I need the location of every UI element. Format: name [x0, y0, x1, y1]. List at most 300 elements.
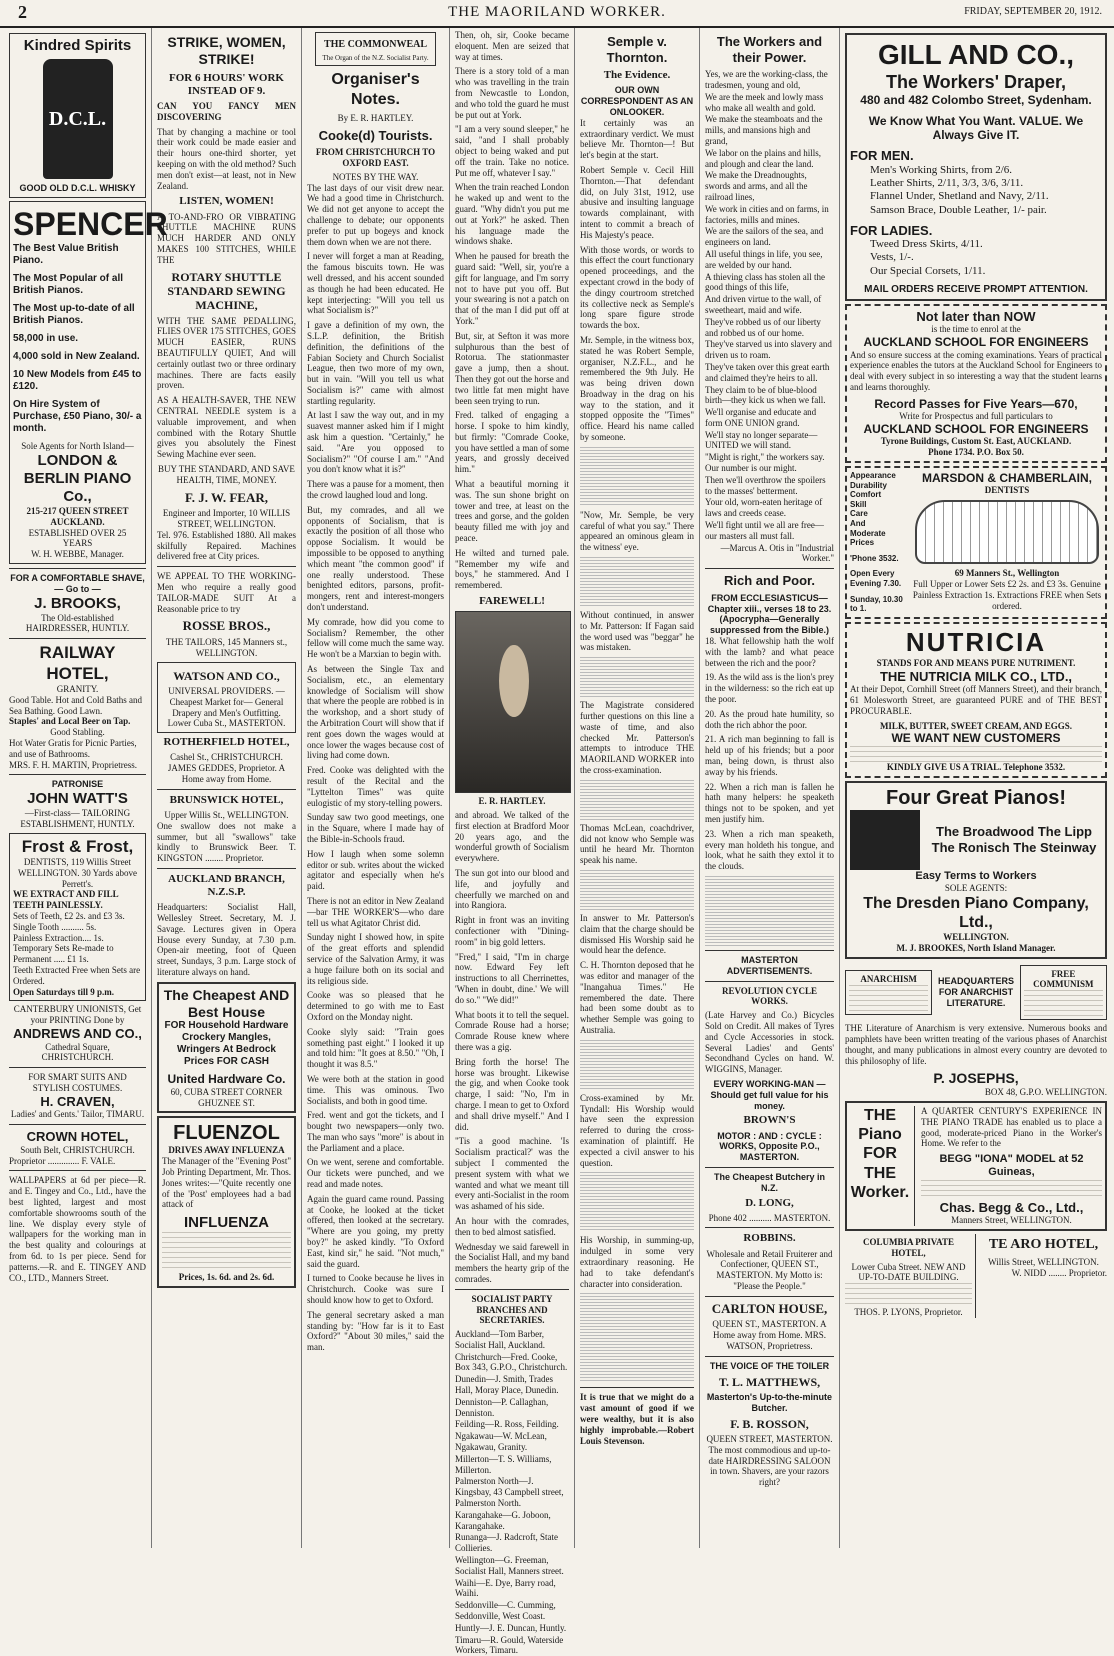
semple-subtitle: The Evidence. [603, 69, 671, 82]
crown-title: CROWN HOTEL, [26, 1129, 129, 1145]
brunswick-sub: Upper Willis St., WELLINGTON. [164, 809, 289, 820]
poem-line: We are the meek and lowly mass who make all wealth and gold. [705, 91, 824, 113]
ase-title-2: AUCKLAND SCHOOL FOR ENGINEERS [863, 422, 1089, 437]
article-para: "I am a very sound sleeper," he said, "and I shall probably object to being waked and put off the train. Take no notice. Put me off, whatever I say." [455, 124, 569, 178]
article-para: What boots it to tell the sequel. Comrade Rouse had a horse; Comrade Rouse knew where there was a gig. [455, 1009, 569, 1052]
watts-title: JOHN WATT'S [27, 790, 128, 808]
article-para: Bring forth the horse! The horse was brought. Likewise the gig, and when Cooke took charge, I said: "No, I'm in charge. I mean to get to Oxford and shall drive myself." And I did. [455, 1056, 569, 1132]
dcl-ad [9, 33, 146, 198]
nutricia-body: At their Depot, Cornhill Street (off Manners Street), and their branch, 61 Molesworth Street, are guaranteed PURE and of THE BEST PROCURABLE. [850, 684, 1102, 716]
article-para: There is not an editor in New Zealand—bar THE WORKER'S—who dare tell us what Agitator Christ did. [307, 895, 444, 928]
poem-line: They claim to be of blue-blood birth—they kick us when we fall. [705, 384, 826, 406]
shave-ad: FOR A COMFORTABLE SHAVE, — Go to — [10, 572, 145, 594]
brunswick-title: BRUNSWICK HOTEL, [169, 793, 284, 806]
article-para: But, my comrades, and all we opponents of Socialism, that is exactly the position of all those who oppose Socialism. It would be impossible to be opposed to anything which meant "the common good" if one really understood. These benighted editors, parsons, profit-mongers, rent and interest-mongers don't understand. [307, 504, 444, 613]
canterbury-line: CANTERBURY UNIONISTS, Get your PRINTING Done by [13, 1004, 142, 1026]
marsden-sub: DENTISTS [984, 485, 1030, 496]
united-sub: 60, CUBA STREET CORNER GHUZNEE ST. [170, 1086, 283, 1108]
issue-date: FRIDAY, SEPTEMBER 20, 1912. [964, 6, 1102, 17]
article-para: When the train reached London he waked up and went to the guard. "Why didn't you put me out at York?" he asked. Then his language made the windows shake. [455, 182, 569, 247]
appeal-body: WE APPEAL TO THE WORKING-Men who require a really good TAILOR-MADE SUIT At a Reasonable price to try [157, 571, 296, 614]
branch-item: Christchurch—Fred. Cooke, Box 343, G.P.O., Christchurch. [455, 1351, 568, 1373]
article-para: His Worship, in summing-up, indulged in some very extraordinary reasoning. He had to take defendant's character into consideration. [580, 1235, 694, 1289]
fear-title: F. J. W. FEAR, [185, 489, 268, 505]
article-para: Cooke was so pleased that he determined to go with me to East Oxford on the Monday night. [307, 990, 444, 1022]
semple-title: Semple v. Thornton. [606, 34, 668, 65]
brooks-title: J. BROOKS, [34, 594, 121, 612]
ase-addr: Tyrone Buildings, Custom St. East, AUCKLAND. [880, 436, 1072, 447]
lb-est: ESTABLISHED OVER 25 YEARS [28, 527, 127, 549]
gill-sub: The Workers' Draper, [885, 71, 1067, 92]
rotary-title: ROTARY SHUTTLE STANDARD SEWING MACHINE, [167, 269, 286, 313]
poem-line: We make the steamboats and the mills, and mansions high and grand, [705, 114, 823, 146]
article-para: and abroad. We talked of the first election at Bradford Moor 20 years ago, and the wonderful growth of Socialism everywhere. [455, 810, 569, 864]
four-agents: SOLE AGENTS: [944, 882, 1008, 893]
cheapest-title: The Cheapest AND Best House [163, 986, 290, 1020]
anarchism-title: ANARCHISM [860, 974, 917, 985]
commonweal-sub: The Organ of the N.Z. Socialist Party. [322, 54, 429, 62]
rich-verse: 23. When a rich man speaketh, every man holdeth his tongue, and look, what he saith they extol it to the clouds. [705, 828, 834, 872]
rich-verse: 22. When a rich man is fallen he hath many helpers: he speaketh things not to be spoken, and yet men justify him. [705, 781, 834, 824]
railway-line: Staples' and Local Beer on Tap. [9, 716, 131, 727]
railway-line: Good Table. Hot and Cold Baths and Sea Bathing. Good Lawn. [9, 694, 142, 716]
kindred-title: Kindred Spirits [23, 37, 132, 54]
toiler-title: THE VOICE OF THE TOILER [709, 1360, 830, 1371]
railway-title: RAILWAY HOTEL, [39, 643, 116, 683]
article-title: Organiser's Notes. [331, 71, 420, 108]
railway-line: Hot Water Gratis for Picnic Parties, and use of Bathrooms. [9, 737, 137, 759]
newspaper-title: THE MAORILAND WORKER. [448, 4, 666, 20]
marsden-quality: Comfort [850, 490, 882, 500]
article-para: Then, oh, sir, Cooke became eloquent. Men are seized that way at times. [455, 30, 569, 62]
robbins-title: ROBBINS. [743, 1232, 796, 1245]
branch-item: Denniston—P. Callaghan, Denniston. [455, 1396, 549, 1418]
long-sub: Phone 402 .......... MASTERTON. [708, 1212, 831, 1223]
listen-title: LISTEN, WOMEN! [179, 195, 274, 208]
farewell-title: FAREWELL! [479, 595, 545, 608]
nutricia-trial: KINDLY GIVE US A TRIAL. Telephone 3532. [886, 761, 1066, 772]
marsden-quality: Skill [850, 499, 867, 509]
article-para: Cooke slyly said: "Train goes something past eight." I looked it up and told him: "It goes at 8.50." "Oh, I thought it was 8.5." [307, 1026, 444, 1070]
poem-line: And driven virtue to the wall, of sweetheart, maid and wife. [705, 294, 822, 315]
article-para: On we went, serene and comfortable. Our tickets were punched, and we read and made notes. [307, 1157, 444, 1190]
article-para: There was a pause for a moment, then the crowd laughed loud and long. [307, 479, 444, 501]
article-para: C. H. Thornton deposed that he was editor and manager of the "Inangahua Times." He remembered the date. There had been some doubt as to whether Semple was going to Australia. [580, 960, 694, 1035]
for-men: FOR MEN. [850, 148, 914, 164]
strike-body: CAN YOU FANCY MEN DISCOVERING [157, 100, 296, 122]
craven-intro: FOR SMART SUITS AND STYLISH COSTUMES. [28, 1072, 127, 1094]
article-para: An hour with the comrades, then to bed almost satisfied. [455, 1215, 569, 1237]
column-4 [450, 28, 575, 1656]
dresden-mgr: M. J. BROOKES, North Island Manager. [896, 942, 1056, 953]
andrews-sub: Cathedral Square, CHRISTCHURCH. [41, 1041, 114, 1063]
anarchism-row [845, 962, 1107, 1024]
strike-body: That by changing a machine or tool their work could be made easier and their hours one-third shorter, yet keeping on with the old method? Such men don't exist—at least, not in New Zealand. [157, 126, 296, 191]
rosse-title: ROSSE BROS., [182, 618, 271, 634]
ladies-item: Our Special Corsets, 1/11. [870, 264, 986, 277]
for-ladies: FOR LADIES. [850, 222, 933, 238]
pianos-ad [845, 781, 1107, 959]
anarch-body: THE Literature of Anarchism is very extensive. Numerous books and pamphlets have been written treating of the various phases of Anarchist thought, and many publications in almost every country are devoted to this philosophy of life. [845, 1023, 1107, 1066]
cheapest-ad [157, 982, 296, 1114]
frost-line: WE EXTRACT AND FILL TEETH PAINLESSLY. [13, 889, 119, 911]
gill-mail: MAIL ORDERS RECEIVE PROMPT ATTENTION. [864, 283, 1088, 295]
poem-line: They've taken over this great earth and claimed they're heirs to all. [705, 361, 830, 383]
strike-sub: FOR 6 HOURS' WORK INSTEAD OF 9. [168, 71, 284, 97]
gill-ad [845, 33, 1107, 301]
semple-sub2: OUR OWN CORRESPONDENT AS AN ONLOOKER. [580, 85, 694, 117]
article-para: "Now, Mr. Semple, be very careful of what you say." There appeared an ominous gleam in the witness' eye. [580, 509, 694, 553]
article-para: The sun got into our blood and life, and joyfully and cheerfully we marched on and into Rangiora. [455, 868, 569, 911]
article-para: There is a story told of a man who was travelling in the train from Newcastle to London, and who told the guard he must be put out at York. [455, 66, 569, 120]
branch-item: Auckland—Tom Barber, Socialist Hall, Auckland. [455, 1329, 545, 1350]
rich-verse: 18. What fellowship hath the wolf with the lamb? and what peace between the rich and the poor? [705, 636, 834, 668]
railway-line: MRS. F. H. MARTIN, Proprietress. [9, 759, 137, 770]
frost-line: Open Saturdays till 9 p.m. [13, 986, 115, 997]
article-para: Thomas McLean, coachdriver, did not know who Semple was until he heard Mr. Thornton speak his name. [580, 822, 694, 866]
men-item: Leather Shirts, 2/11, 3/3, 3/6, 3/11. [870, 177, 1024, 190]
ase-body: And so ensure success at the coming examinations. Years of practical experience enables the tutors at the Auckland School for Engineers to deal with every subject in so interesting a way that the student learns and learns thoroughly. [850, 349, 1102, 393]
cheapest-sub: FOR Household Hardware Crockery Mangles, Wringers At Bedrock Prices FOR CASH [164, 1020, 289, 1068]
column-1 [4, 28, 168, 1548]
fluenzol-drives: DRIVES AWAY INFLUENZA [168, 1145, 285, 1156]
article-para: Mr. Semple, in the witness box, stated he was Robert Semple, organiser, N.Z.F.L., and he remembered the 9th July. He was being driven down Broadway in the drag on his way to the station, and it stopped opposite the "Times" office. Heard his name called by someone. [580, 334, 694, 443]
not-later-sub: is the time to enrol at the [931, 324, 1021, 335]
headquarters-label: HEADQUARTERS FOR ANARCHIST LITERATURE. [937, 976, 1014, 1008]
poem-line: We are the sailors of the sea, and engineers on land. [705, 226, 824, 248]
marsden-quality: Moderate [850, 528, 886, 538]
article-subtitle: Cooke(d) Tourists. [318, 127, 433, 143]
dresden-title: The Dresden Piano Company, Ltd., [863, 894, 1089, 931]
column-6 [700, 28, 840, 1548]
men-item: Men's Working Shirts, from 2/6. [870, 163, 1013, 176]
marsden-sunday: Sunday, 10.30 to 1. [850, 594, 903, 614]
rich-verse: 20. As the proud hate humility, so doth the rich abhor the poor. [705, 708, 834, 730]
frost-line: Temporary Sets Re-made to Permanent ..... £1 1s. [13, 943, 114, 965]
column-2 [152, 28, 302, 1548]
marsden-quality: And [850, 518, 866, 528]
browns-sub: MOTOR : AND : CYCLE : WORKS, Opposite P.O., MASTERTON. [717, 1130, 822, 1163]
spencer-line: The Most Popular of all British Pianos. [13, 273, 124, 297]
watson-ad [157, 662, 296, 734]
poem-line: We work in cities and on farms, in factories, mills and mines. [705, 203, 829, 225]
ladies-item: Tweed Dress Skirts, 4/11. [870, 238, 983, 251]
article-para: The general secretary asked a man standing by: "How far is it to East Oxford?" "About 30 miles," said the man. [307, 1309, 444, 1353]
article-para: In answer to Mr. Patterson's claim that the charge should be dismissed His Worship said he would hear the defence. [580, 913, 694, 956]
carlton-sub: QUEEN ST., MASTERTON. A Home away from Home. MRS. WATSON, Proprietress. [712, 1319, 827, 1352]
nutricia-milk: MILK, BUTTER, SWEET CREAM, AND EGGS. [879, 720, 1073, 731]
not-later: Not later than NOW [916, 308, 1036, 324]
four-easy: Easy Terms to Workers [915, 869, 1037, 882]
lb-manager: W. H. WEBBE, Manager. [31, 549, 124, 560]
rosson-title: F. B. ROSSON, [730, 1416, 809, 1431]
article-para: Right in front was an inviting confectioner with "Dining-room" in big gold letters. [455, 915, 569, 947]
branches-title: SOCIALIST PARTY BRANCHES AND SECRETARIES. [471, 1293, 553, 1326]
te-aro-prop: W. NIDD ........ Proprietor. [1011, 1267, 1107, 1278]
matthews-sub: Masterton's Up-to-the-minute Butcher. [706, 1392, 833, 1413]
spencer-line: On Hire System of Purchase, £50 Piano, 30/- a month. [13, 399, 142, 435]
poem-line: We'll stay no longer separate—UNITED we will stand. [705, 429, 818, 451]
josephs-box: BOX 48, G.P.O. WELLINGTON. [984, 1087, 1107, 1098]
article-para: Sunday saw two good meetings, one in the Square, where I made hay of the Bible-in-Schools fraud. [307, 812, 444, 844]
nutricia-want: WE WANT NEW CUSTOMERS [891, 731, 1061, 746]
stevenson-quote: It is true that we might do a vast amount of good if we were wealthy, but it is also highly improbable.—Robert Louis Stevenson. [580, 1392, 694, 1446]
watson-sub: UNIVERSAL PROVIDERS. —Cheapest Market for— General Drapery and Men's Outfitting. Lower Cuba St., MASTERTON. [167, 685, 286, 729]
auckland-title: AUCKLAND BRANCH, N.Z.S.P. [168, 872, 285, 899]
buy-line: BUY THE STANDARD, AND SAVE HEALTH, TIME, MONEY. [158, 464, 295, 485]
article-byline: By E. R. HARTLEY. [337, 112, 414, 123]
gill-addr: 480 and 482 Colombo Street, Sydenham. [860, 93, 1092, 108]
article-para: We were both at the station in good time. This was ominous. Two Socialists, and both in good time. [307, 1073, 444, 1106]
frost-line: Teeth Extracted Free when Sets are Ordered. [13, 965, 141, 986]
article-para: How I laugh when some solemn editor or sub. writes about the wicked agitator and especially when he's paid. [307, 848, 444, 892]
article-para: The Magistrate considered further questions on this line a waste of time, and also checked Mr. Patterson's attempts to introduce THE MAORILAND WORKER into the cross-examination. [580, 700, 694, 776]
branch-item: Feilding—R. Ross, Feilding. [455, 1419, 559, 1430]
marsden-price: Full Upper or Lower Sets £2 2s. and £3 3s. Genuine Painless Extraction 1s. Extractions FREE when Sets ordered. [912, 578, 1102, 611]
strike-title: STRIKE, WOMEN, STRIKE! [167, 34, 286, 67]
poem-line: We make the Dreadnoughts, swords and arms, and all the railroad lines, [705, 170, 808, 202]
columbia-title: COLUMBIA PRIVATE HOTEL, [863, 1236, 954, 1258]
article-para: But, sir, at Sefton it was more sulphurous than the best of Rotorua. The stationmaster gave a jump, then a shout. Then they got out the horse and two little fat men might have been seen trying to run. [455, 330, 569, 406]
article-para: What a beautiful morning it was. The sun shone bright on tower and tree, at least on the trees and gorse, and the golden beauty filled me with joy and peace. [455, 479, 569, 544]
poem-line: All useful things in life, you see, are welded by our hand. [705, 248, 823, 270]
fluenzol-body: The Manager of the "Evening Post" Job Printing Department, Mr. Thos. Jones writes:—"Quite recently one of the 'Post' employees had a bad attack of [162, 1156, 291, 1210]
bottle-label: GOOD OLD D.C.L. WHISKY [19, 183, 136, 193]
begg-addr: Manners Street, WELLINGTON. [951, 1215, 1072, 1226]
rosson-sub: QUEEN STREET, MASTERTON. The most commodious and up-to-date HAIRDRESSING SALOON in town. Shavers, are your razors right? [706, 1434, 833, 1488]
article-para: With those words, or words to this effect the court functionary opened proceedings, and the expectant crowd in the body of the dingy courtroom stretched its collective neck as Semple's long spare figure strode towards the box. [580, 244, 694, 331]
article-para: "Tis a good machine. 'Is Socialism practical?' was the subject I commented the present system with what we wanted and what we meant till every anti-Socialist in the room was ashamed of his side. [455, 1136, 569, 1212]
rich-title: Rich and Poor. [723, 573, 815, 589]
article-sub2: FROM CHRISTCHURCH TO OXFORD EAST. [315, 147, 436, 168]
article-para: Fred. went and got the tickets, and I bought two newspapers—only two. The man who says "more" is about in the Parliament and a place. [307, 1110, 444, 1153]
poem-line: Your old, worn-eaten heritage of laws and creeds cease. [705, 497, 823, 519]
spencer-line: 4,000 sold in New Zealand. [13, 351, 140, 363]
poem-line: "Might is right," the workers say. Our number is our might. [705, 452, 825, 474]
branch-item: Waihi—E. Dye, Barry road, Waihi. [455, 1577, 556, 1599]
london-berlin-title: LONDON & BERLIN PIANO Co., [23, 451, 132, 505]
rotary-body: WITH THE SAME PEDALLING, FLIES OVER 175 STITCHES, GOES MUCH EASIER, RUNS BEAUTIFULLY QUIET, And will certainly outlast two or three ordinary machines. There are facts easily proven. [157, 315, 296, 391]
robbins-sub: Wholesale and Retail Fruiterer and Confectioner, QUEEN ST., MASTERTON. My Motto is: "Please the People." [706, 1248, 833, 1292]
column-5 [575, 28, 700, 1548]
rosse-sub: THE TAILORS, 145 Manners st., WELLINGTON. [165, 637, 288, 658]
patronise: PATRONISE [51, 779, 104, 790]
long-title: D. LONG, [745, 1196, 794, 1209]
nutricia-sub: STANDS FOR AND MEANS PURE NUTRIMENT. [876, 657, 1076, 668]
article-para: I never will forget a man at Reading, the famous biscuits town. He was well dressed, and his accent sounded as though he had been educated. He kept interjecting: "Will you tell us what Socialism is?" [307, 251, 444, 316]
ase-title: AUCKLAND SCHOOL FOR ENGINEERS [863, 335, 1089, 350]
influenza-label: INFLUENZA [184, 1214, 269, 1232]
column-3 [302, 28, 450, 1548]
revolution-body: (Late Harvey and Co.) Bicycles Sold on Credit. All makes of Tyres and Cycle Accessories in stock. Several Ladies' and Gents' Secondhand Cycles on hand. W. WIGGINS, Manager. [705, 1010, 834, 1075]
branch-item: Huntly—J. E. Duncan, Huntly. [455, 1622, 567, 1633]
frost-title: Frost & Frost, [21, 836, 134, 856]
the-piano: THE Piano FOR THE Worker. [850, 1106, 915, 1226]
branch-item: Palmerston North—J. Kingsbay, 43 Campbell street, Palmerston North. [455, 1476, 564, 1509]
frost-line: Single Tooth .......... 5s. [13, 921, 97, 932]
workers-title: The Workers and their Power. [716, 34, 823, 65]
ase-phone: Phone 1734. P.O. Box 50. [928, 447, 1024, 458]
gill-value: We Know What You Want. VALUE. We Always Give IT. [868, 113, 1084, 142]
rotherfield-title: ROTHERFIELD HOTEL, [163, 736, 290, 749]
matthews-title: T. L. MATTHEWS, [718, 1374, 821, 1389]
nutricia-ad [845, 622, 1107, 778]
wallpapers-ad: WALLPAPERS at 6d per piece—R. and E. Tingey and Co., Ltd., have the best lighted, largest and most comfortable showrooms south of the line. We display every style of wallpapers for the working man in the best quality and colourings at from 6d. to 1s per piece. Send for patterns.—R. and E. TINGEY AND CO., LTD., Manners Street. [9, 1175, 146, 1283]
frost-sub: DENTISTS, 119 Willis Street WELLINGTON. 30 Yards above Perrett's. [17, 857, 138, 889]
branch-item: Dunedin—J. Smith, Trades Hall, Moray Place, Dunedin. [455, 1374, 559, 1396]
marsden-addr: 69 Manners St., Wellington [954, 568, 1060, 579]
article-para: "Fred," I said, "I'm in charge now. Edward Fey left instructions to all Cherrinettes, 'When in doubt, dine.' We will do so." "We did!" [455, 951, 569, 1005]
poem-line: A thieving class has stolen all the good things of this life, [705, 271, 825, 293]
brunswick-body: One swallow does not make a summer, but all "swallows" take kindly to Brunswick Beer. T. KINGSTON ........ Proprietor. [157, 820, 296, 864]
branch-item: Seddonville—C. Cumming, Seddonville, West Coast. [455, 1600, 556, 1622]
poem-line: We'll organise and educate and form ONE UNION grand. [705, 407, 817, 428]
ladies-item: Vests, 1/-. [870, 251, 914, 264]
rotherfield-sub: Cashel St., CHRISTCHURCH. JAMES GEDDES, Proprietor. A Home away from Home. [167, 752, 286, 784]
fluenzol-ad [157, 1116, 296, 1288]
auckland-body: Headquarters: Socialist Hall, Wellesley Street. Secretary, M. J. Savage. Lectures given in Opera House every Sunday, at 7.30 p.m. Open-air meeting, foot of Queen street, Sundays, 3 p.m. Large stock of literature always on hand. [157, 902, 296, 978]
article-para: The last days of our visit drew near. We had a good time in Christchurch. We did not get anyone to accept the challenge to debate; our opponents prefer to put up bogeys and knock them down when we are not there. [307, 182, 444, 247]
begg-co: Chas. Begg & Co., Ltd., [939, 1199, 1084, 1215]
ase-record: Record Passes for Five Years—670, [874, 396, 1078, 411]
article-para: Without continued, in answer to Mr. Patterson: If Fagan said the word used was "beggar" he was mistaken. [580, 610, 694, 653]
marsden-quality: Prices [850, 538, 875, 548]
branch-item: Ngakawau—W. McLean, Ngakawau, Granity. [455, 1431, 547, 1453]
josephs-title: P. JOSEPHS, [933, 1070, 1019, 1087]
hotels-row [845, 1234, 1107, 1318]
ase-ad [845, 304, 1107, 463]
branch-item: Runanga—J. Radcroft, State Collieries. [455, 1532, 558, 1554]
masterton-title: MASTERTON ADVERTISEMENTS. [726, 954, 813, 976]
watson-title: WATSON AND CO., [173, 668, 280, 683]
columbia-sub: Lower Cuba Street. NEW AND UP-TO-DATE BUILDING. [851, 1261, 966, 1283]
rich-verse: 21. A rich man beginning to fall is held up of his friends; but a poor man, being down, is thrust also away by his friends. [705, 734, 834, 777]
agents-label: Sole Agents for North Island— [21, 441, 134, 452]
fear-tail: Tel. 976. Established 1880. All makes skilfully Repaired. Machines delivered free at City prices. [157, 529, 296, 562]
poem-line: We'll fight until we all are free—our masters all must fall. [705, 520, 824, 541]
spencer-ad [9, 201, 168, 564]
article-para: As between the Single Tax and Socialism, etc., an elementary knowledge of Socialism will show that where the people are robbed is in the workshop, and a short study of the Arbitration Court will show that if rent goes down the wages would at once lower the wages because cost of living had come down. [307, 664, 444, 761]
article-para: Fred. Cooke was delighted with the result of the Recital and the "Lyttelton Times" was quite eulogistic of my story-telling powers. [307, 765, 444, 808]
piano-icon [850, 810, 920, 870]
united-title: United Hardware Co. [167, 1072, 286, 1087]
dentures-icon [915, 500, 1099, 564]
article-para: Wednesday we said farewell in the Socialist Hall, and my band members the hearty grip of the comrades. [455, 1241, 569, 1284]
andrews-title: ANDREWS AND CO., [13, 1026, 142, 1042]
lb-address: 215-217 QUEEN STREET AUCKLAND. [26, 505, 129, 527]
free-comm-box [1020, 965, 1107, 1021]
rich-sub: (Apocrypha—Generally suppressed from the Bible.) [709, 614, 830, 636]
article-para: Robert Semple v. Cecil Hill Thornton.—That defendant did, on July 31st, 1912, use abusive and insulting language towards complainant, with intent to commit a breach of His Majesty's peace. [580, 164, 694, 240]
portrait-caption: E. R. HARTLEY. [478, 796, 546, 807]
anarchism-box [845, 970, 932, 1015]
poem-attribution: —Marcus A. Otis in "Industrial Worker." [720, 542, 834, 564]
columbia-prop: THOS. P. LYONS, Proprietor. [854, 1307, 963, 1318]
spencer-line: The Best Value British Piano. [13, 243, 119, 267]
craven-title: H. CRAVEN, [40, 1093, 115, 1109]
watts-sub: —First-class— TAILORING ESTABLISHMENT, HUNTLY. [20, 808, 135, 829]
craven-sub: Ladies' and Gents.' Tailor, TIMARU. [10, 1109, 145, 1120]
article-para: At last I saw the way out, and in my suavest manner asked him if I might ask him a question. "Certainly," he said. "Are you opposed to Socialism?" "Of course I am." "And you don't know what it is?" [307, 410, 444, 475]
article-para: Sunday night I showed how, in spite of the great efforts and splendid service of the Salvation Army, it was a huge failure both on its social and its religious side. [307, 932, 444, 986]
masthead [0, 0, 1114, 28]
nutricia-title: NUTRICIA [905, 626, 1047, 657]
marsden-ad [845, 466, 1107, 619]
piano-body: A QUARTER CENTURY'S EXPERIENCE IN THE PIANO TRADE has enabled us to place a good, moderate-priced Piano in the Worker's Home. We refer to the [921, 1106, 1102, 1149]
revolution-title: REVOLUTION CYCLE WORKS. [721, 985, 818, 1007]
poem-line: They've starved us into slavery and driven us to roam. [705, 339, 832, 361]
branch-item: Millerton—T. S. Williams, Millerton. [455, 1453, 552, 1475]
fear-sub: Engineer and Importer, 10 WILLIS STREET, WELLINGTON. [162, 508, 291, 530]
article-para: I turned to Cooke because he lives in Christchurch. Cooke was sure I should know how to get to Oxford. [307, 1273, 444, 1306]
frost-ad [9, 833, 146, 1002]
four-names: The Broadwood The Lipp The Ronisch The Steinway [931, 824, 1097, 855]
article-para: It certainly was an extraordinary verdict. We must believe Mr. Thornton—! But let's begin at the start. [580, 117, 694, 161]
men-item: Samson Brace, Double Leather, 1/- pair. [870, 203, 1047, 216]
marsden-phone: 'Phone 3532. [850, 553, 899, 563]
branch-item: Wellington—G. Freeman, Socialist Hall, Manners street. [455, 1555, 564, 1576]
men-item: Flannel Under, Shetland and Navy, 2/11. [870, 190, 1049, 203]
hartley-portrait [455, 611, 571, 793]
frost-line: Sets of Teeth, £2 2s. and £3 3s. [13, 911, 125, 922]
spencer-title: SPENCER [13, 205, 168, 242]
commonweal-logo [315, 32, 436, 66]
article-para: I gave a definition of my own, the S.L.P. definition, the British definition, the definitions of the Fabian Society and Church Socialist League, then two more of my own, but in vain. "Will you tell us what Socialism is?" came with almost startling regularity. [307, 320, 444, 406]
commonweal-title: THE COMMONWEAL [323, 39, 428, 50]
nutricia-co: THE NUTRICIA MILK CO., LTD., [879, 668, 1073, 684]
te-aro-sub: Willis Street, WELLINGTON. [988, 1256, 1099, 1267]
spencer-line: 10 New Models from £45 to £120. [13, 369, 142, 393]
marsden-hours: Open Every Evening 7.30. [850, 569, 902, 588]
frost-line: Painless Extraction.... 1s. [13, 932, 104, 943]
begg-model: BEGG "IONA" MODEL at 52 Guineas, [939, 1153, 1084, 1179]
carlton-title: CARLTON HOUSE, [711, 1300, 828, 1316]
crown-sub: South Belt, CHRISTCHURCH. [20, 1144, 135, 1155]
article-sub3: NOTES BY THE WAY. [332, 171, 419, 182]
ase-record-sub: Write for Prospectus and full particulars to [899, 411, 1053, 422]
fluenzol-price: Prices, 1s. 6d. and 2s. 6d. [178, 1272, 275, 1283]
four-title: Four Great Pianos! [885, 786, 1067, 809]
spencer-line: 58,000 in use. [13, 333, 79, 345]
dresden-sub: WELLINGTON. [943, 932, 1009, 943]
railway-sub: GRANITY. [56, 683, 99, 694]
health-body: AS A HEALTH-SAVER, THE NEW CENTRAL NEEDLE system is a valuable improvement, and when combined with the Rotary Shuttle gives you absolutely the Finest Sewing Machine ever seen. [157, 395, 296, 460]
browns-title: BROWN'S [743, 1114, 796, 1127]
crown-prop: Proprietor .............. F. VALE. [9, 1155, 116, 1166]
railway-line: Good Stabling. [50, 727, 105, 738]
gill-title: GILL AND CO., [878, 39, 1074, 70]
article-para: Cross-examined by Mr. Tyndall: His Worship would have seen the expression referred to during the cross-examination of plaintiff. He expected a civil answer to his question. [580, 1092, 694, 1168]
column-7 [840, 28, 1112, 1548]
listen-body: A TO-AND-FRO OR VIBRATING SHUTTLE MACHINE RUNS MUCH HARDER AND ONLY MAKES 100 STITCHES, WHILE THE [157, 211, 296, 265]
marsden-quality: Durability [850, 480, 887, 490]
article-para: He wilted and turned pale. "Remember my wife and boys," he stammered. And I remembered. [455, 547, 569, 591]
branch-item: Karangahake—G. Joboon, Karangahake. [455, 1509, 551, 1531]
begg-ad [845, 1101, 1107, 1231]
poem-line: Yes, we are the working-class, the tradesmen, young and old, [705, 69, 828, 90]
poem-line: We labor on the plains and hills, and plough and clear the land. [705, 147, 822, 169]
page-number: 2 [18, 2, 27, 22]
poem-line: Then we'll overthrow the spoilers to the masses' betterment. [705, 474, 826, 496]
article-para: When he paused for breath the guard said: "Well, sir, you're a gift for language, and I'm sorry not to have put you off. But your swearing is not a patch on that of the man I did put off at York." [455, 251, 569, 326]
article-para: Fred. talked of engaging a horse. I spoke to him kindly, but firmly: "Comrade Cooke, you have settled a man of some years, and grossly deceived him." [455, 410, 569, 475]
rich-verse: 19. As the wild ass is the lion's prey in the wilderness: so the rich eat up the poor. [705, 672, 834, 705]
branch-item: Timaru—R. Gould, Waterside Workers, Timaru. [455, 1634, 564, 1656]
article-para: Again the guard came round. Passing at Cooke, he looked at the ticket offered, then looked at the secretary. "Where are you going, my pretty boy?" he asked kindly. "To Oxford East, kind sir," he said. "Not much," said the guard. [307, 1193, 444, 1269]
marsden-quality: Appearance [850, 471, 896, 480]
free-comm-title: FREE COMMUNISM [1033, 968, 1094, 990]
poem-line: They've robbed us of our liberty and robbed us of our home. [705, 316, 821, 338]
